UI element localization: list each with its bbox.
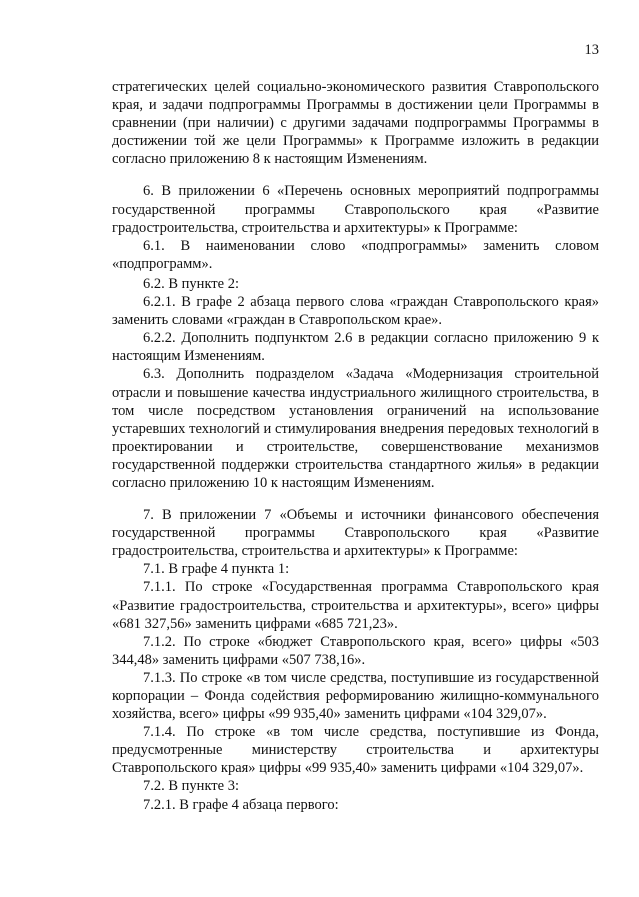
paragraph-item-6-2-2: 6.2.2. Дополнить подпунктом 2.6 в редакции согласно приложению 9 к настоящим Изменениям. <box>112 330 599 365</box>
paragraph-item-6-2: 6.2. В пункте 2: <box>143 275 239 292</box>
paragraph-item-6-2-1: 6.2.1. В графе 2 абзаца первого слова «граждан Ставропольского края» заменить словами «граждан в Ставропольском крае». <box>112 294 599 329</box>
paragraph-item-7-1-1: 7.1.1. По строке «Государственная программа Ставропольского края «Развитие градостроительства, строительства и архитектуры», всего» цифры «681 327,56» заменить цифрами «685 721,23». <box>112 579 599 632</box>
paragraph-item-6: 6. В приложении 6 «Перечень основных мероприятий подпрограммы государственной программы Ставропольского края «Развитие градостроительства, строительства и архитектуры» к Программе: <box>112 183 599 236</box>
paragraph-item-7-1-2: 7.1.2. По строке «бюджет Ставропольского края, всего» цифры «503 344,48» заменить цифрами «507 738,16». <box>112 633 599 668</box>
paragraph-item-7-1-4: 7.1.4. По строке «в том числе средства, поступившие из Фонда, предусмотренные министерству строительства и архитектуры Ставропольского края» цифры «99 935,40» заменить цифрами «104 329,07». <box>112 724 599 777</box>
document-body <box>112 78 599 814</box>
page-number: 13 <box>584 42 599 58</box>
paragraph-item-7: 7. В приложении 7 «Объемы и источники финансового обеспечения государственной программы Ставропольского края «Развитие градостроительства, строительства и архитектуры» к Программе: <box>112 507 599 560</box>
paragraph-item-6-1: 6.1. В наименовании слово «подпрограммы» заменить словом «подпрограмм». <box>112 237 599 272</box>
paragraph-continuation: стратегических целей социально-экономического развития Ставропольского края, и задачи подпрограммы Программы в достижении цели Программы в сравнении (при наличии) с другими задачами подпрограммы Программы в достижении той же цели Программы» к Программе изложить в редакции согласно приложению 8 к настоящим Изменениям. <box>112 79 599 168</box>
paragraph-item-7-1: 7.1. В графе 4 пункта 1: <box>143 561 290 578</box>
section-gap <box>112 492 599 506</box>
paragraph-item-7-1-3: 7.1.3. По строке «в том числе средства, поступившие из государственной корпорации – Фонда содействия реформированию жилищно-коммунального хозяйства, всего» цифры «99 935,40» заменить цифрами «104 329,07». <box>112 669 599 723</box>
paragraph-item-7-2-1: 7.2.1. В графе 4 абзаца первого: <box>143 796 339 813</box>
paragraph-item-7-2: 7.2. В пункте 3: <box>143 778 239 795</box>
section-gap <box>112 168 599 182</box>
paragraph-item-6-3: 6.3. Дополнить подразделом «Задача «Модернизация строительной отрасли и повышение качества индустриального жилищного строительства, в том числе посредством установления ограничений на использование устаревших технологий и стимулирования внедрения передовых технологий в проектировании и строительстве, совершенствование механизмов государственной поддержки строительства стандартного жилья» в редакции согласно приложению 10 к настоящим Изменениям. <box>112 366 599 491</box>
